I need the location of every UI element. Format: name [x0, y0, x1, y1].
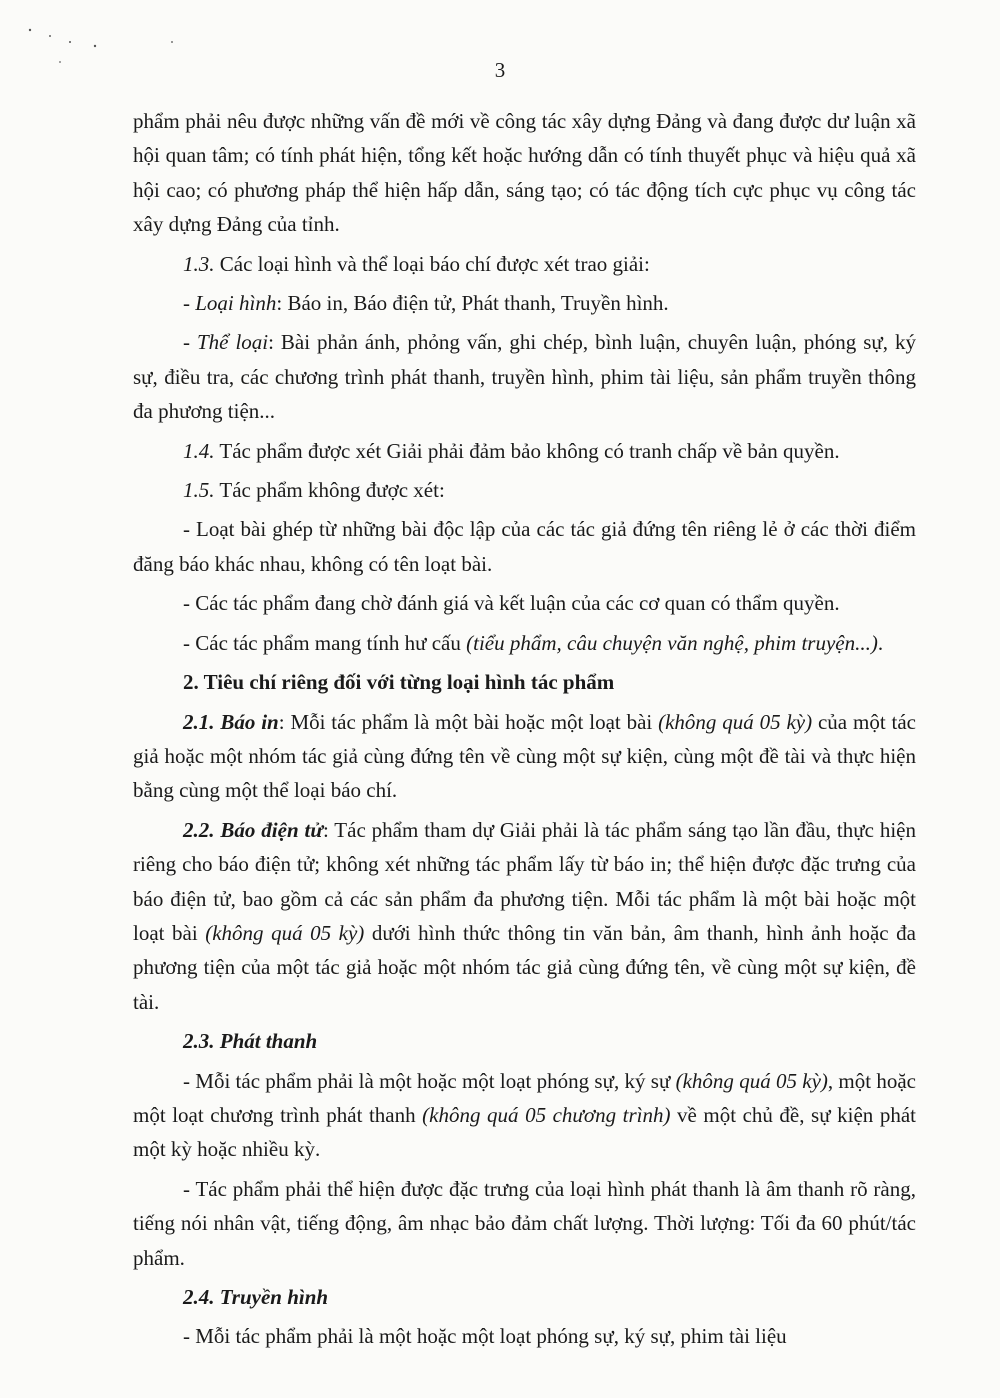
text-run: , một hoặc một loạt chương trình phát thanh: [133, 1068, 916, 1127]
section-text-2: của một tác giả hoặc một nhóm tác giả cùng đứng tên về cùng một sự kiện, cùng một đề tài và thực hiện bằng cùng một thể loại báo chí.: [133, 709, 916, 803]
section-2-heading: 2. Tiêu chí riêng đối với từng loại hình tác phẩm: [183, 670, 615, 695]
note-run: (không quá 05 kỳ): [675, 1068, 828, 1093]
note-run: (không quá 05 chương trình): [422, 1102, 671, 1127]
section-2-2: [133, 813, 916, 1019]
item-label: Loại hình: [195, 291, 277, 316]
section-text: : Mỗi tác phẩm là một bài hoặc một loạt bài: [278, 709, 659, 734]
section-number: 1.3.: [183, 251, 215, 276]
section-label: 2.1. Báo in: [183, 709, 279, 734]
section-1-5: [133, 473, 916, 507]
section-2-3-paragraph-1: [133, 1064, 916, 1167]
item-end: .: [877, 630, 884, 655]
section-2-1: [133, 705, 916, 808]
item-label: Thể loại: [196, 330, 269, 355]
the-loai-item: [133, 325, 916, 428]
section-text: Các loại hình và thể loại báo chí được xét trao giải:: [214, 251, 650, 276]
section-1-4: [133, 434, 916, 468]
item-text: - Các tác phẩm mang tính hư cấu: [183, 630, 467, 655]
page-number: 3: [494, 58, 506, 82]
section-text: : Tác phẩm tham dự Giải phải là tác phẩm sáng tạo lần đầu, thực hiện riêng cho báo điện tử; không xét những tác phẩm lấy từ báo in; thể hiện được đặc trưng của báo điện tử, bao gồm cả các sản phẩm đa phương tiện. Mỗi tác phẩm là một bài hoặc một loạt bài: [133, 817, 916, 945]
excluded-item-2: - Các tác phẩm đang chờ đánh giá và kết luận của các cơ quan có thẩm quyền.: [183, 591, 840, 616]
item-note: (tiểu phẩm, câu chuyện văn nghệ, phim truyện...): [466, 630, 878, 655]
excluded-item-1: - Loạt bài ghép từ những bài độc lập của các tác giả đứng tên riêng lẻ ở các thời điểm đăng báo khác nhau, không có tên loạt bài.: [133, 517, 916, 576]
section-note: (không quá 05 kỳ): [205, 920, 365, 945]
section-2-3-title: 2.3. Phát thanh: [183, 1029, 318, 1054]
loai-hinh-item: [133, 286, 916, 320]
dash: -: [183, 330, 197, 355]
excluded-item-3: [133, 626, 916, 660]
section-2-3-paragraph-2: - Tác phẩm phải thể hiện được đặc trưng của loại hình phát thanh là âm thanh rõ ràng, tiếng nói nhân vật, tiếng động, âm nhạc bảo đảm chất lượng. Thời lượng: Tối đa 60 phút/tác phẩm.: [133, 1176, 916, 1270]
section-number: 1.4.: [183, 438, 215, 463]
section-label: 2.2. Báo điện tử: [183, 817, 323, 842]
section-note: (không quá 05 kỳ): [658, 709, 813, 734]
section-text: Tác phẩm được xét Giải phải đảm bảo không có tranh chấp về bản quyền.: [214, 438, 840, 463]
item-text: : Bài phản ánh, phỏng vấn, ghi chép, bình luận, chuyên luận, phóng sự, ký sự, điều tra, các chương trình phát thanh, truyền hình, phim tài liệu, sản phẩm truyền thông đa phương tiện...: [133, 330, 916, 424]
text-run: về một chủ đề, sự kiện phát một kỳ hoặc nhiều kỳ.: [133, 1102, 916, 1162]
document-body: [133, 104, 916, 1354]
section-2-4-title: 2.4. Truyền hình: [183, 1285, 329, 1309]
dash: -: [183, 291, 196, 316]
section-text: Tác phẩm không được xét:: [214, 478, 445, 503]
section-1-3: [133, 247, 916, 281]
section-text-2: dưới hình thức thông tin văn bản, âm thanh, hình ảnh hoặc đa phương tiện của một tác giả hoặc một nhóm tác giả cùng đứng tên, về cùng một sự kiện, đề tài.: [133, 920, 916, 1014]
text-run: - Mỗi tác phẩm phải là một hoặc một loạt phóng sự, ký sự: [183, 1068, 676, 1093]
intro-paragraph: phẩm phải nêu được những vấn đề mới về công tác xây dựng Đảng và đang được dư luận xã hội quan tâm; có tính phát hiện, tổng kết hoặc hướng dẫn có tính thuyết phục và hiệu quả xã hội cao; có phương pháp thể hiện hấp dẫn, sáng tạo; có tác động tích cực phục vụ công tác xây dựng Đảng của tỉnh.: [133, 109, 916, 237]
item-text: : Báo in, Báo điện tử, Phát thanh, Truyền hình.: [276, 291, 669, 316]
section-2-4-paragraph-1: - Mỗi tác phẩm phải là một hoặc một loạt phóng sự, ký sự, phim tài liệu: [183, 1324, 787, 1349]
section-number: 1.5.: [183, 478, 215, 503]
